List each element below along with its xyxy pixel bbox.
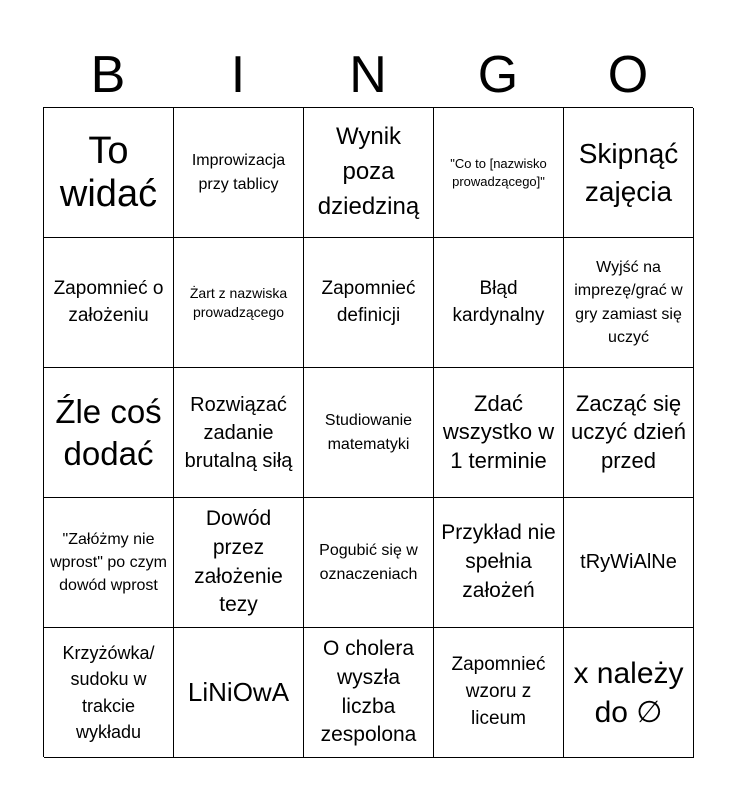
bingo-cell-text: Przykład nie spełnia założeń: [441, 521, 556, 602]
bingo-cell-r1c5[interactable]: [564, 108, 694, 238]
bingo-cell-r3c5[interactable]: [564, 368, 694, 498]
header-letter-o: O: [607, 46, 649, 104]
bingo-cell-text: LiNiOwA: [187, 676, 290, 707]
bingo-cell-r1c2[interactable]: [174, 108, 304, 238]
bingo-cell-r2c3[interactable]: [304, 238, 434, 368]
bingo-cell-r5c3[interactable]: [304, 628, 434, 758]
bingo-header: [43, 44, 693, 106]
header-letter-i: I: [230, 46, 246, 104]
bingo-cell-text: Błąd kardynalny: [452, 277, 545, 326]
bingo-cell-r5c5[interactable]: [564, 628, 694, 758]
bingo-cell-text: O cholera wyszła liczba zespolona: [320, 636, 417, 747]
bingo-cell-text: Rozwiązać zadanie brutalną siłą: [184, 393, 293, 472]
bingo-cell-text: Dowód przez założenie tezy: [194, 506, 283, 617]
bingo-cell-r5c4[interactable]: [434, 628, 564, 758]
bingo-cell-text: Wyjść na imprezę/grać w gry zamiast się uczyć: [574, 259, 683, 346]
bingo-cell-text: "Załóżmy nie wprost" po czym dowód wprost: [50, 530, 167, 595]
bingo-cell-r3c3[interactable]: [304, 368, 434, 498]
bingo-cell-r3c2[interactable]: [174, 368, 304, 498]
bingo-cell-text: Zacząć się uczyć dzień przed: [571, 390, 686, 473]
bingo-cell-text: Zapomnieć o założeniu: [53, 277, 164, 326]
header-letter-b: B: [90, 46, 126, 104]
bingo-cell-r2c1[interactable]: [44, 238, 174, 368]
bingo-cell-text: To widać: [59, 129, 158, 215]
bingo-cell-r1c3[interactable]: [304, 108, 434, 238]
bingo-cell-r4c3[interactable]: [304, 498, 434, 628]
bingo-cell-text: Zapomnieć definicji: [321, 277, 416, 326]
bingo-cell-r4c2[interactable]: [174, 498, 304, 628]
bingo-cell-text: Skipnąć zajęcia: [578, 137, 679, 207]
bingo-cell-text: "Co to [nazwisko prowadzącego]": [450, 155, 547, 189]
bingo-cell-text: Żart z nazwiska prowadzącego: [189, 284, 288, 320]
bingo-cell-text: Krzyżówka/ sudoku w trakcie wykładu: [62, 643, 155, 742]
bingo-cell-r5c2[interactable]: [174, 628, 304, 758]
bingo-cell-text: Studiowanie matematyki: [324, 412, 413, 453]
header-letter-n: N: [349, 46, 387, 104]
bingo-cell-text: x należy do ∅: [573, 656, 684, 729]
bingo-cell-r1c1[interactable]: [44, 108, 174, 238]
bingo-cell-r2c5[interactable]: [564, 238, 694, 368]
bingo-board: [43, 107, 693, 757]
bingo-cell-text: Pogubić się w oznaczeniach: [319, 542, 418, 583]
bingo-cell-r2c4[interactable]: [434, 238, 564, 368]
header-letter-g: G: [477, 46, 519, 104]
bingo-cell-text: Wynik poza dziedziną: [317, 123, 420, 220]
bingo-cell-r4c5[interactable]: [564, 498, 694, 628]
bingo-cell-r5c1[interactable]: [44, 628, 174, 758]
bingo-cell-r3c4[interactable]: [434, 368, 564, 498]
bingo-cell-r4c1[interactable]: [44, 498, 174, 628]
bingo-cell-r2c2[interactable]: [174, 238, 304, 368]
bingo-cell-text: Zdać wszystko w 1 terminie: [442, 390, 555, 473]
bingo-cell-text: Zapomnieć wzoru z liceum: [451, 654, 546, 729]
bingo-cell-text: Źle coś dodać: [55, 393, 162, 472]
bingo-cell-r4c4[interactable]: [434, 498, 564, 628]
bingo-cell-r3c1[interactable]: [44, 368, 174, 498]
bingo-cell-text: tRyWiAlNe: [580, 551, 677, 574]
bingo-cell-r1c4[interactable]: [434, 108, 564, 238]
bingo-cell-text: Improwizacja przy tablicy: [191, 152, 286, 193]
